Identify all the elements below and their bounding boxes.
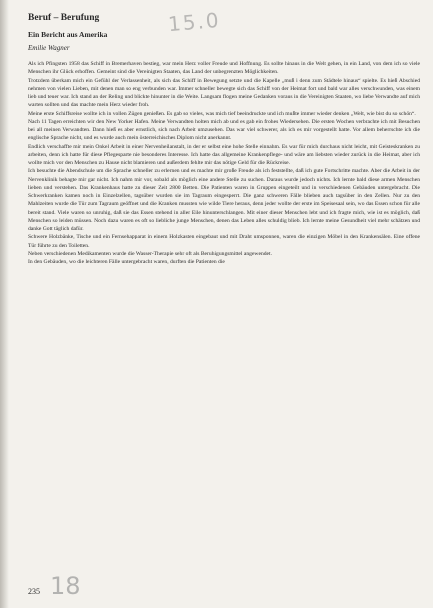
paragraph: In den Gebäuden, wo die leichteren Fälle untergebracht waren, durften die Patienten die: [28, 259, 225, 265]
paragraph: Endlich verschaffte mir mein Onkel Arbeit in einer Nervenheilanstalt, in der er selbst eine hohe Stelle einnahm. Es war für mich durchaus nicht leicht, mit Geisteskranken zu arbeiten, denn ich hatte für diese Pflegesparte nie besonderes Interesse. Ich hatte das allgemeine Krankenpflege- und wäre am liebsten wieder zurück in die Heimat, aber ich wollte mich vor den Menschen zu Hause nicht blamieren und außerdem fehlte mir das nötige Geld für die Rückreise.: [28, 143, 420, 166]
paragraph: Meine erste Schiffsreise wollte ich in vollen Zügen genießen. Es gab so vieles, was mich tief beeindruckte und ich mußte immer wieder denken „Welt, wie bist du so schön“.: [28, 110, 416, 117]
article-title: Beruf – Berufung: [28, 13, 100, 23]
article-subtitle: Ein Bericht aus Amerika: [28, 30, 108, 39]
paragraph: Trotzdem überkam mich ein Gefühl der Verlassenheit, als sich das Schiff in Bewegung setzte und die Kapelle „muß i denn zum Städtele hinaus“ spielte. Es hieß Abschied nehmen von vielen Lieben, mit denen man so eng verbunden war. Immer schneller bewegte sich das Schiff von der Heimat fort und bald war alles verschwunden, was einem lieb und teuer war. Ich stand an der Reling und blickte hinunter in die Weite. Langsam flogen meine Gedanken voraus in die Vereinigten Staaten, wo liebe Verwandte auf mich warten sollten und das machte mein Herz wieder froh.: [28, 77, 420, 109]
handwritten-annotation: 15.0: [167, 7, 222, 37]
paragraph: Ich besuchte die Abendschule um die Sprache schneller zu erlernen und es machte mir große Freude als ich feststellte, daß ich gute Fortschritte machte. Aber die Arbeit in der Nervenklinik behagte mir gar nicht. Ich nahm mir vor, sobald als möglich eine andere Stelle zu suchen. Daraus wurde jedoch nichts. Ich lernte bald diese armen Menschen lieben und verstehen. Das Krankenhaus hatte zu dieser Zeit 2800 Betten. Die Patienten waren in Gruppen eingeteilt und in verschiedenen Gebäuden untergebracht. Die Schwerkranken kamen noch in Einzelzellen, tagsüber wurden sie im Tagraum eingesperrt. Die ganz schweren Fälle blieben auch tagsüber in den Zellen. Nur zu den Mahlzeiten wurde die Tür zum Tagraum geöffnet und die Kranken mussten wie wilde Tiere heraus, denn jeder wollte der erste im Speisesaal sein, wo das Essen schon für alle bereit stand. Viele waren so unruhig, daß sie das Essen stehend in aller Eile hinunterschlangen. Mit einer dieser Menschen lebt und ich fragte mich, wie ist es möglich, daß Menschen so leiden müssen. Noch dazu waren es oft so liebliche junge Menschen, denen das Leben alles schuldig blieb. Ich lernte meine Gesundheit viel mehr schätzen und danke Gott täglich dafür.: [28, 168, 420, 232]
paragraph: Neben verschiedenen Medikamenten wurde die Wasser-Therapie sehr oft als Beruhigungsmittel angewendet.: [28, 250, 272, 257]
page-number: 235: [28, 587, 40, 596]
paragraph: Schwere Holzbänke, Tische und ein Fernsehapparat in einem Holzkasten eingebaut und mit Draht umsponnen, waren die einzigen Möbel in den Krankensälen. Eine offene Tür führte zu den Toiletten.: [28, 234, 420, 249]
article-author: Emilie Wagner: [28, 44, 70, 52]
handwritten-page-number: 18: [50, 572, 81, 600]
paragraph: Nach 11 Tagen erreichten wir den New Yorker Hafen. Meine Verwandten holten mich ab und es gab ein frohes Wiedersehen. Die ersten Wochen verbrachte ich mit Besuchen bei all meinen Verwandten. Dann hieß es aber ernstlich, sich nach Arbeit umzusehen. Das war viel schwerer, als ich es mir vorgestellt hatte. Vor allem beherrschte ich die englische Sprache nicht, und es wurde auch mein österreichisches Diplom nicht anerkannt.: [28, 118, 420, 142]
article-body: [28, 12, 420, 266]
paragraph: Als ich Pfingsten 1958 das Schiff in Bremerhaven bestieg, war mein Herz voller Freude und Hoffnung. Es sollte hinaus in die Welt gehen, in ein Land, von dem ich so viele Menschen ihr Glück erhoffen. Gemeint sind die Vereinigten Staaten, das Land der unbegrenzten Möglichkeiten.: [28, 61, 420, 76]
page-footer: [28, 572, 81, 600]
page-edge-shadow: [0, 0, 9, 608]
